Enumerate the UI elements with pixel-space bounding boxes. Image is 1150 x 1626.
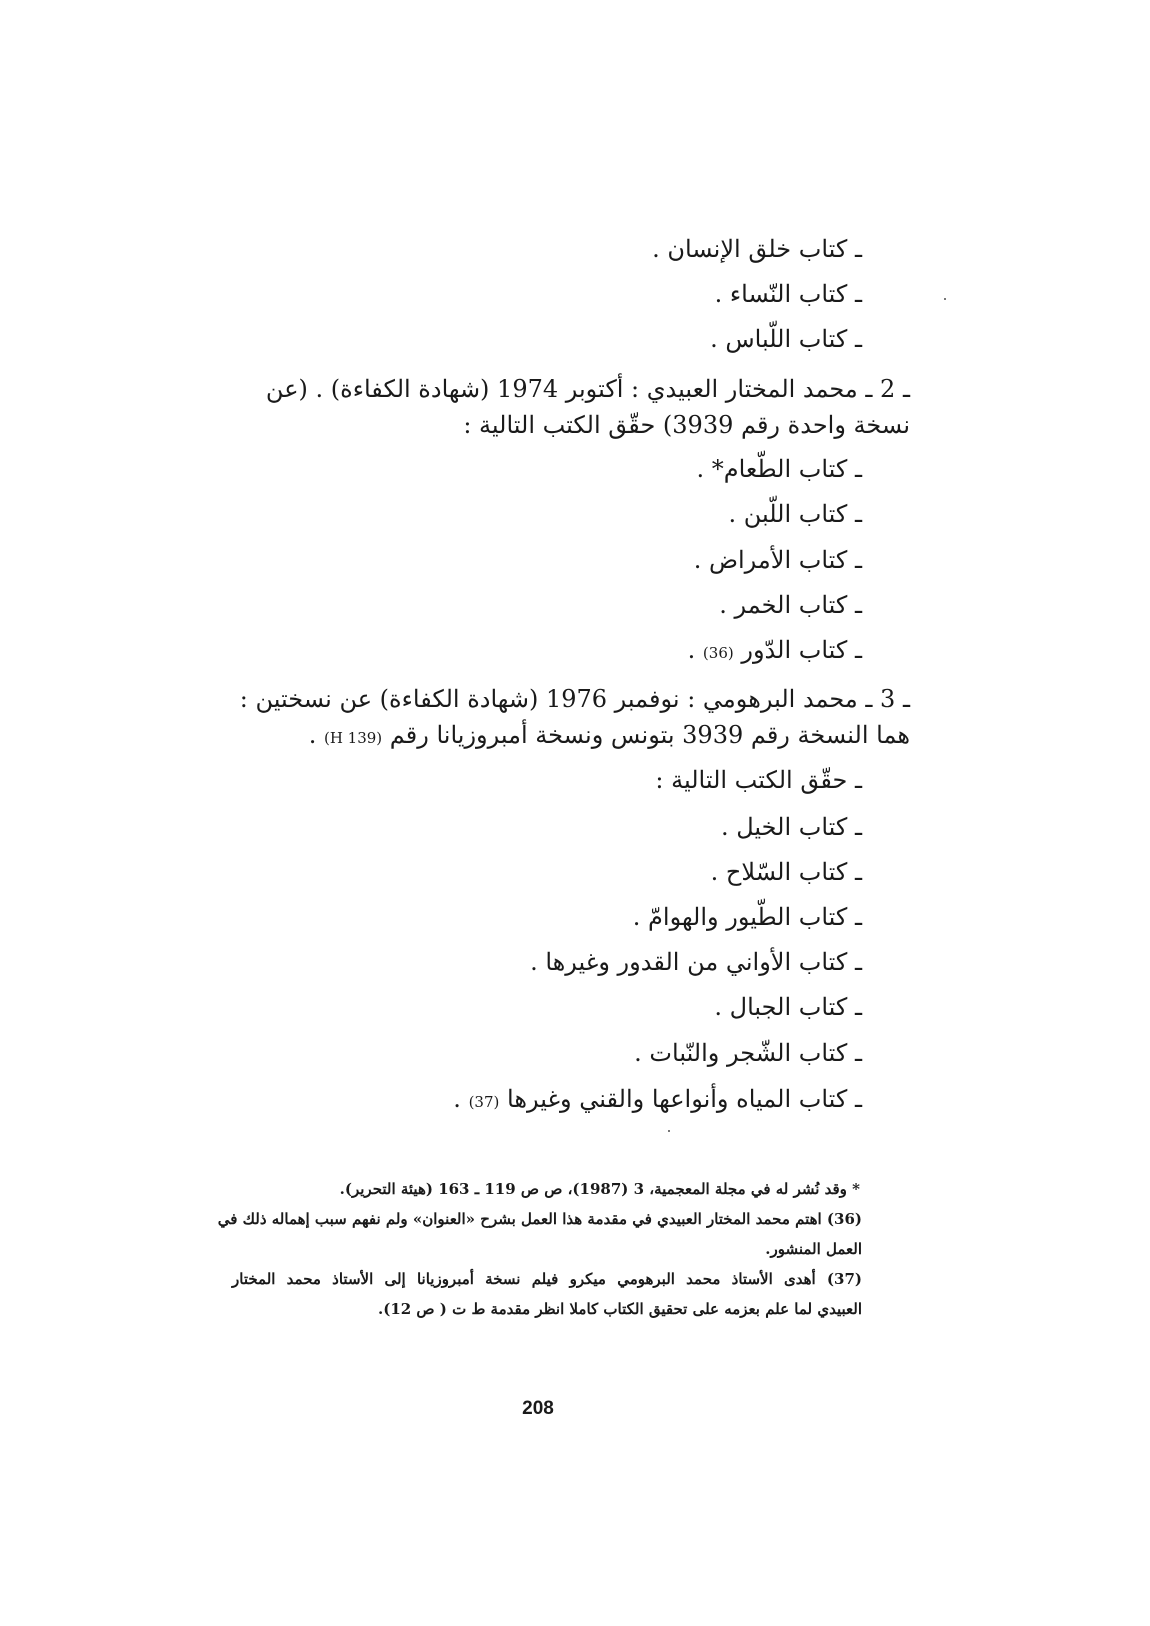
footnote-36-line-2: العمل المنشور. [765, 1240, 862, 1258]
list-item [453, 1082, 862, 1119]
paragraph-3-line-2 [309, 718, 910, 755]
paragraph-3-line-1: ـ 3 ـ محمد البرهومي : نوفمبر 1976 (شهادة الكفاءة) عن نسختين : [239, 685, 910, 713]
list-item: ـ كتاب الشّجر والنّبات . [634, 1039, 862, 1067]
list-item: ـ حقّق الكتب التالية : [655, 766, 862, 794]
footnote-ref-37: (37) [468, 1093, 500, 1111]
footnote-star: * وقد نُشر له في مجلة المعجمية، 3 (1987)، ص ص 119 ـ 163 (هيئة التحرير). [339, 1180, 860, 1198]
paragraph-2-line-2: نسخة واحدة رقم 3939) حقّق الكتب التالية : [463, 411, 910, 439]
list-item-text: ـ كتاب الدّور [741, 636, 862, 664]
list-item: ـ كتاب النّساء . [714, 280, 862, 308]
manuscript-ref: (H 139) [323, 729, 383, 747]
list-item-end: . [687, 636, 703, 664]
list-item: ـ كتاب السّلاح . [710, 858, 862, 886]
list-item: ـ كتاب الخيل . [720, 813, 862, 841]
footnote-36-line-1: (36) اهتم محمد المختار العبيدي في مقدمة هذا العمل بشرح «العنوان» ولم نفهم سبب إهماله ذلك في [217, 1210, 862, 1228]
list-item: ـ كتاب الجبال . [714, 993, 862, 1021]
list-item: ـ كتاب اللّباس . [710, 325, 862, 353]
list-item: ـ كتاب الخمر . [719, 591, 862, 619]
scan-speck [944, 298, 946, 300]
list-item: ـ كتاب الطّعام* . [696, 455, 862, 483]
list-item: ـ كتاب الطّيور والهوامّ . [632, 903, 862, 931]
list-item [688, 633, 862, 670]
list-item-end: . [453, 1085, 469, 1113]
page-number: 208 [522, 1398, 554, 1419]
footnote-37-line-2: العبيدي لما علم بعزمه على تحقيق الكتاب كاملا انظر مقدمة ط ت ( ص 12). [378, 1300, 862, 1318]
paragraph-3-end: . [308, 721, 324, 749]
list-item: ـ كتاب الأمراض . [693, 546, 862, 574]
paragraph-2-line-1: ـ 2 ـ محمد المختار العبيدي : أكتوبر 1974 (شهادة الكفاءة) . (عن [265, 375, 910, 403]
list-item: ـ كتاب اللّبن . [728, 500, 862, 528]
footnote-ref-36: (36) [702, 644, 734, 662]
footnote-37-line-1: (37) أهدى الأستاذ محمد البرهومي ميكرو فيلم نسخة أمبروزيانا إلى الأستاذ محمد المختار [232, 1270, 862, 1288]
list-item-text: ـ كتاب المياه وأنواعها والقني وغيرها [507, 1085, 862, 1113]
scan-speck [668, 1130, 670, 1132]
paragraph-3-text: هما النسخة رقم 3939 بتونس ونسخة أمبروزيانا رقم [389, 721, 910, 749]
list-item: ـ كتاب الأواني من القدور وغيرها . [530, 948, 862, 976]
list-item: ـ كتاب خلق الإنسان . [652, 235, 862, 263]
